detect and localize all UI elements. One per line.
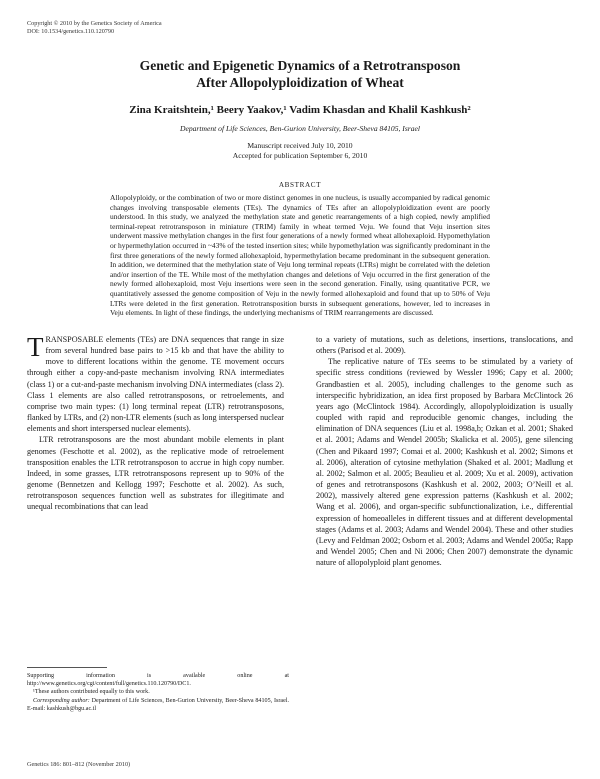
footnote-2 (27, 697, 289, 713)
right-paragraph-1: to a variety of mutations, such as deletions, insertions, translocations, and others (Parisod et al. 2009). (316, 335, 573, 356)
lead-word: RANSPOSABLE (45, 335, 104, 344)
article-title (60, 57, 540, 91)
intro-paragraph-1 (27, 334, 284, 434)
manuscript-received: Manuscript received July 10, 2010 (247, 141, 353, 150)
drop-cap: T (27, 332, 44, 362)
left-column (27, 334, 284, 513)
copyright-line: Copyright © 2010 by the Genetics Society of America (27, 20, 162, 27)
page-footer: Genetics 186: 801–812 (November 2010) (27, 761, 131, 768)
abstract-heading: ABSTRACT (278, 181, 322, 189)
intro-text-1: elements (TEs) are DNA sequences that range in size from several hundred base pairs to >15 kb and that have the ability to move to different locations within the genome. TE movement occurs through either a copy-and-paste mechanism involving RNA intermediates (class 1) or a cut-and-paste mechanism involving DNA intermediates (class 2). Class 1 elements are also called retrotransposons, or retroelements, and comprise two main types: (1) long terminal repeat (LTR) retrotransposons, flanked by LTRs, and (2) non-LTR elements (such as long interspersed nuclear elements and short interspersed nuclear elements). (27, 335, 284, 434)
footnote-rule (27, 667, 107, 668)
abstract-body: Allopolyploidy, or the combination of two or more distinct genomes in one nucleus, is usually accompanied by radical genomic changes involving transposable elements (TEs). The dynamics of TEs after an allopolyploidization event are poorly understood. In this study, we analyzed the methylation state and genetic rearrangements of a high copied, newly amplified terminal-repeat retrotransposon in miniature (TRIM) family in wheat termed Veju. We found that Veju insertion sites underwent massive methylation changes in the first four generations of a newly formed wheat allohexaploid. Hypomethylation or hypermethylation occurred in ~43% of the tested insertion sites; while hypomethylation was significantly predominant in the first three generations of the newly formed allohexaploid, hypermethylation became predominant in the subsequent generation. In addition, we determined that the methylation state of Veju long terminal repeats (LTRs) might be correlated with the deletion and/or insertion of the TE. While most of the methylation changes and deletions of Veju occurred in the first generation of the newly formed allohexaploid, most Veju insertions were seen in the second generation. Finally, using quantitative PCR, we quantitatively assessed the genome composition of Veju in the newly formed allohexaploid and found that up to 50% of Veju LTRs were deleted in the first generation. Retrotransposition bursts in subsequent generations, however, led to increases in Veju elements. In light of these findings, the underlying mechanisms of TRIM rearrangements are discussed. (110, 193, 490, 318)
supporting-info-note: Supporting information is available online at http://www.genetics.org/cgi/content/full/genetics.110.120790/DC1. (27, 673, 289, 688)
publication-dates (40, 141, 560, 161)
intro-paragraph-2: LTR retrotransposons are the most abundant mobile elements in plant genomes (Feschotte et al. 2002), as the replicative mode of retroelement transposition enables the LTR retrotransposon to accrue in high copy number. Indeed, in some grasses, LTR retrotransposons represent up to 90% of the genome (Bennetzen and Kellogg 1997; Feschotte et al. 2002). As such, retrotransposon sequences function well as substrates for illegitimate and unequal recombinations that can lead (27, 435, 284, 512)
accepted-date: Accepted for publication September 6, 2010 (232, 151, 368, 160)
right-paragraph-2: The replicative nature of TEs seems to be stimulated by a variety of specific stress conditions (reviewed by Wessler 1996; Capy et al. 2000; Grandbastien et al. 2005), including challenges to the genome such as interspecific hybridization, an idea first proposed by Barbara McClintock 26 years ago (McClintock 1984). Accordingly, allopolyploidization is usually coupled with rapid and reproducible genomic changes, including the elimination of DNA sequences (Liu et al. 1998a,b; Ozkan et al. 2001; Shaked et al. 2001; Adams and Wendel 2005b; Skalicka et al. 2005), gene silencing (Chen and Pikaard 1997; Comai et al. 2000; Kashkush et al. 2002; Simons et al. 2006), alteration of cytosine methylation (Shaked et al. 2001; Madlung et al. 2002; Salmon et al. 2005; Beaulieu et al. 2009; Xu et al. 2009), activation of genes and retrotransposons (Kashkush et al. 2002, 2003; O’Neill et al. 2002), massively altered gene expression patterns (Kashkush et al. 2002; Wang et al. 2006), and organ-specific subfunctionalization, i.e., differential expression of homeoalleles in different tissues and at different developmental stages (Adams et al. 2003; Adams and Wendel 2004). These and other studies (Levy and Feldman 2002; Osborn et al. 2003; Adams and Wendel 2005a; Rapp and Wendel 2005; Chen and Ni 2006; Chen 2007) demonstrate the dynamic nature of allopolyploid plant genomes. (316, 357, 573, 568)
title-line-2: After Allopolyploidization of Wheat (196, 75, 404, 90)
corresponding-author-text: Department of Life Sciences, Ben-Gurion University, Beer-Sheva 84105, Israel. E-mail: kashkush@bgu.ac.il (27, 697, 290, 712)
affiliation: Department of Life Sciences, Ben-Gurion University, Beer-Sheva 84105, Israel (179, 124, 421, 133)
page-header (27, 20, 162, 36)
footnotes (27, 672, 289, 713)
author-list: Zina Kraitshtein,¹ Beery Yaakov,¹ Vadim Khasdan and Khalil Kashkush² (129, 104, 471, 116)
corresponding-author-label: Corresponding author: (33, 697, 90, 704)
right-column (316, 334, 573, 568)
footnote-1: ¹These authors contributed equally to this work. (33, 689, 150, 696)
doi-line: DOI: 10.1534/genetics.110.120790 (27, 28, 115, 35)
title-line-1: Genetic and Epigenetic Dynamics of a Retrotransposon (139, 58, 461, 73)
